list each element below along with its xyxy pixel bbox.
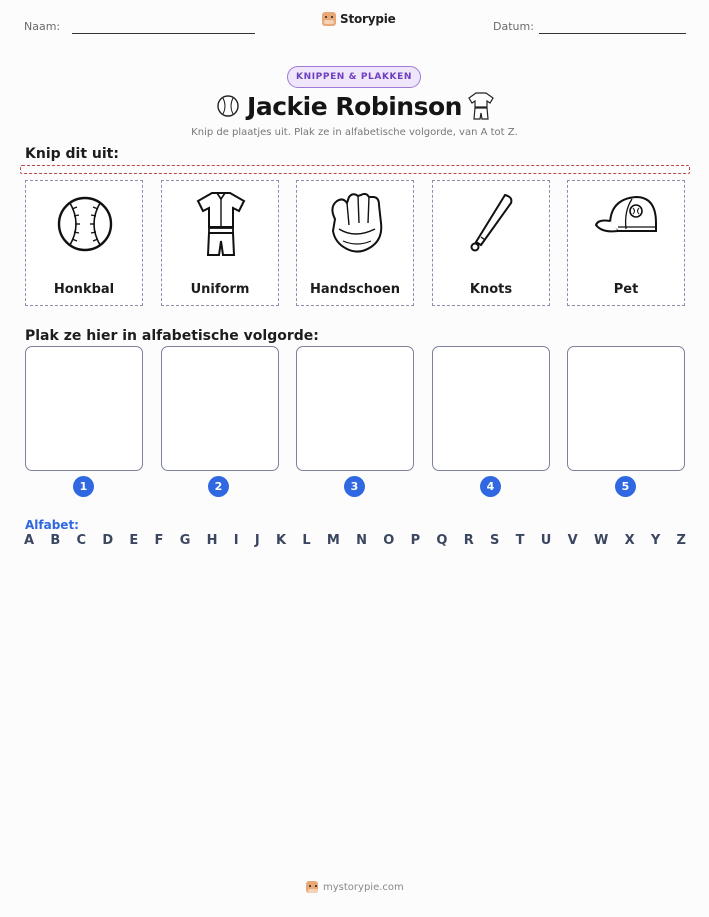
alphabet-letter: S	[490, 533, 500, 548]
alphabet-heading: Alfabet:	[25, 518, 79, 532]
name-label: Naam:	[24, 20, 61, 33]
number-badge-5: 5	[615, 476, 636, 497]
alphabet-letter: J	[254, 533, 260, 548]
alphabet-letter: P	[410, 533, 421, 548]
paste-box-4[interactable]	[432, 346, 550, 471]
number-badge-3: 3	[344, 476, 365, 497]
activity-badge: KNIPPEN & PLAKKEN	[287, 66, 421, 88]
name-line	[72, 33, 255, 34]
cut-card-handschoen[interactable]	[296, 180, 414, 306]
cut-label: Knots	[469, 282, 513, 297]
alphabet-letter: X	[624, 533, 635, 548]
alphabet-letter: I	[233, 533, 239, 548]
number-badge-1: 1	[73, 476, 94, 497]
alphabet-letter: D	[102, 533, 114, 548]
footer-url: mystorypie.com	[323, 881, 404, 893]
baseball-icon	[50, 189, 120, 259]
number-badge-2: 2	[208, 476, 229, 497]
alphabet-letter: L	[302, 533, 311, 548]
alphabet-letter: H	[206, 533, 218, 548]
alphabet-letter: W	[593, 533, 609, 548]
alphabet-letter: Q	[436, 533, 448, 548]
alphabet-letter: U	[540, 533, 552, 548]
cut-card-honkbal[interactable]	[25, 180, 143, 306]
alphabet-letter: E	[129, 533, 139, 548]
number-badge-4: 4	[480, 476, 501, 497]
alphabet-letter: T	[515, 533, 525, 548]
cut-card-knots[interactable]	[432, 180, 550, 306]
alphabet-letter: M	[326, 533, 340, 548]
alphabet-letter: G	[179, 533, 191, 548]
cut-label: Handschoen	[310, 282, 400, 297]
cut-heading: Knip dit uit:	[25, 146, 119, 162]
alphabet-letter: K	[276, 533, 287, 548]
footer	[306, 881, 404, 893]
cut-card-uniform[interactable]	[161, 180, 279, 306]
alphabet-letter: B	[50, 533, 61, 548]
cut-label: Uniform	[190, 282, 250, 297]
cut-line	[20, 165, 690, 174]
alphabet-letter: A	[24, 533, 35, 548]
paste-heading: Plak ze hier in alfabetische volgorde:	[25, 328, 319, 344]
alphabet-letter: O	[383, 533, 395, 548]
alphabet-letter: Y	[650, 533, 661, 548]
date-label: Datum:	[493, 20, 534, 33]
uniform-title-icon	[468, 91, 494, 121]
cut-label: Honkbal	[53, 282, 115, 297]
date-line	[539, 33, 686, 34]
glove-icon	[321, 189, 391, 259]
cut-label: Pet	[613, 282, 639, 297]
alphabet-letter: C	[76, 533, 87, 548]
uniform-icon	[186, 189, 256, 259]
alphabet-letter: R	[463, 533, 474, 548]
paste-box-1[interactable]	[25, 346, 143, 471]
alphabet-letter: N	[356, 533, 368, 548]
bat-icon	[457, 189, 527, 259]
alphabet-letter: Z	[676, 533, 686, 548]
mascot-icon	[306, 881, 318, 893]
brand-logo: Storypie	[322, 12, 396, 26]
alphabet-letter: F	[154, 533, 164, 548]
page-title: Jackie Robinson	[247, 92, 462, 121]
paste-box-3[interactable]	[296, 346, 414, 471]
alphabet-letter: V	[567, 533, 578, 548]
instructions: Knip de plaatjes uit. Plak ze in alfabetische volgorde, van A tot Z.	[191, 127, 518, 138]
mascot-icon	[322, 12, 336, 26]
alphabet-row	[24, 533, 686, 548]
paste-box-2[interactable]	[161, 346, 279, 471]
cap-icon	[592, 189, 662, 259]
paste-box-5[interactable]	[567, 346, 685, 471]
cut-card-pet[interactable]	[567, 180, 685, 306]
